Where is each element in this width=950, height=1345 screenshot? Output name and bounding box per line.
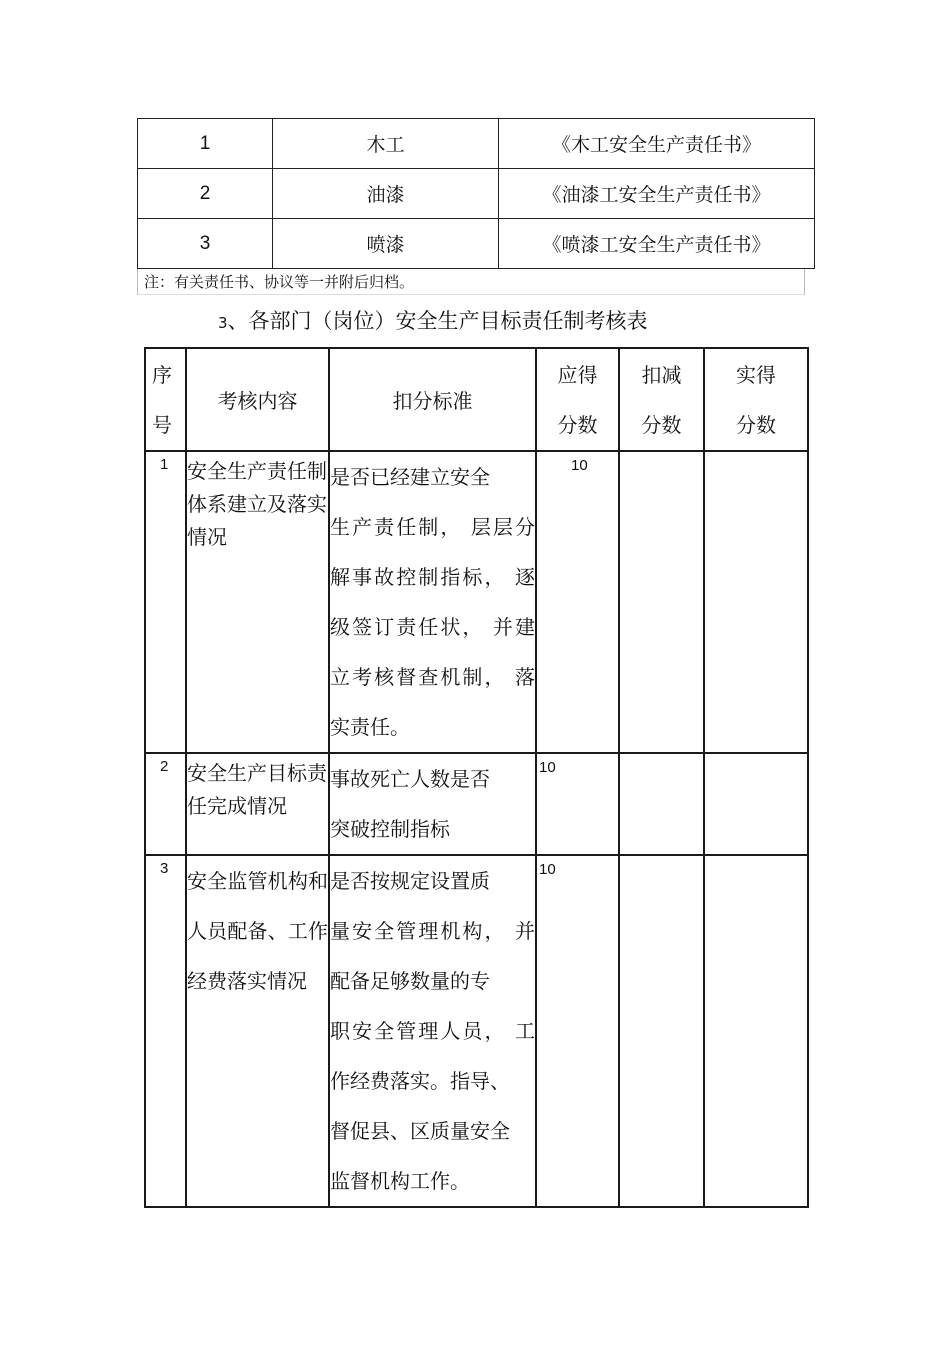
seq-number: 1 bbox=[160, 456, 169, 473]
criteria-line: 是否已经建立安全 bbox=[330, 465, 490, 489]
due-score-cell bbox=[536, 753, 619, 855]
criteria-line: 职安全管理人员， 工 bbox=[330, 1019, 535, 1043]
criteria-line: 生产责任制， 层层分 bbox=[330, 515, 535, 539]
criteria-line: 立考核督查机制， 落 bbox=[330, 665, 535, 689]
criteria-line: 配备足够数量的专 bbox=[330, 969, 490, 993]
criteria-line: 监督机构工作。 bbox=[330, 1169, 470, 1193]
header-deduct-line: 扣减 bbox=[641, 362, 682, 387]
seq-cell bbox=[145, 855, 186, 1207]
header-due-line: 应得 bbox=[557, 362, 598, 387]
criteria-text bbox=[330, 754, 535, 854]
criteria-line: 量安全管理机构， 并 bbox=[330, 919, 535, 943]
table-header-row bbox=[145, 348, 808, 451]
table-row bbox=[145, 753, 808, 855]
content-text: 安全生产目标责任完成情况 bbox=[187, 761, 327, 818]
header-seq bbox=[145, 348, 186, 451]
content-text: 安全监管机构和人员配备、工作经费落实情况 bbox=[187, 869, 328, 993]
role-cell: 喷漆 bbox=[273, 219, 499, 269]
deduct-score-cell bbox=[619, 855, 704, 1207]
criteria-cell bbox=[329, 855, 536, 1207]
section-number: 3 bbox=[218, 314, 228, 332]
criteria-line: 是否按规定设置质 bbox=[330, 869, 490, 893]
header-due bbox=[536, 348, 619, 451]
document-cell: 《木工安全生产责任书》 bbox=[499, 119, 815, 169]
deduct-score-cell bbox=[619, 753, 704, 855]
table-row bbox=[145, 451, 808, 753]
content-cell bbox=[186, 451, 329, 753]
criteria-line: 实责任。 bbox=[330, 715, 410, 739]
criteria-text bbox=[330, 856, 535, 1206]
role-cell: 木工 bbox=[273, 119, 499, 169]
document-cell: 《油漆工安全生产责任书》 bbox=[499, 169, 815, 219]
table-row bbox=[138, 169, 815, 219]
row-number: 1 bbox=[138, 119, 273, 169]
criteria-cell bbox=[329, 451, 536, 753]
seq-cell bbox=[145, 451, 186, 753]
header-due-line: 分数 bbox=[557, 412, 598, 437]
header-actual-line: 分数 bbox=[736, 412, 776, 437]
header-criteria: 扣分标准 bbox=[329, 348, 536, 451]
table-row bbox=[145, 855, 808, 1207]
due-score: 10 bbox=[539, 759, 556, 776]
header-seq-line: 号 bbox=[152, 412, 172, 437]
actual-score-cell bbox=[704, 451, 808, 753]
header-actual-line: 实得 bbox=[736, 362, 776, 387]
document-cell: 《喷漆工安全生产责任书》 bbox=[499, 219, 815, 269]
criteria-line: 督促县、区质量安全 bbox=[330, 1119, 510, 1143]
content-text: 安全生产责任制体系建立及落实情况 bbox=[187, 459, 327, 549]
content-cell bbox=[186, 855, 329, 1207]
table-row bbox=[138, 219, 815, 269]
criteria-text bbox=[330, 452, 535, 752]
due-score: 10 bbox=[539, 861, 556, 878]
section-title-text: 、各部门（岗位）安全生产目标责任制考核表 bbox=[227, 309, 648, 333]
criteria-line: 级签订责任状， 并建 bbox=[330, 615, 535, 639]
header-seq-line: 序 bbox=[152, 362, 172, 387]
header-content: 考核内容 bbox=[186, 348, 329, 451]
header-deduct-line: 分数 bbox=[641, 412, 682, 437]
header-actual bbox=[704, 348, 808, 451]
table-note: 注：有关责任书、协议等一并附后归档。 bbox=[137, 269, 805, 295]
role-cell: 油漆 bbox=[273, 169, 499, 219]
header-deduct bbox=[619, 348, 704, 451]
row-number: 3 bbox=[138, 219, 273, 269]
due-score-cell bbox=[536, 855, 619, 1207]
actual-score-cell bbox=[704, 753, 808, 855]
criteria-line: 解事故控制指标， 逐 bbox=[330, 565, 535, 589]
content-cell bbox=[186, 753, 329, 855]
responsibility-table bbox=[137, 118, 815, 269]
criteria-line: 作经费落实。指导、 bbox=[330, 1069, 510, 1093]
seq-number: 3 bbox=[160, 860, 169, 877]
criteria-line: 事故死亡人数是否 bbox=[330, 767, 490, 791]
due-score-cell bbox=[536, 451, 619, 753]
assessment-table bbox=[144, 347, 809, 1208]
deduct-score-cell bbox=[619, 451, 704, 753]
seq-cell bbox=[145, 753, 186, 855]
actual-score-cell bbox=[704, 855, 808, 1207]
due-score: 10 bbox=[571, 457, 588, 474]
section-title bbox=[218, 306, 648, 338]
criteria-line: 突破控制指标 bbox=[330, 817, 450, 841]
seq-number: 2 bbox=[160, 758, 169, 775]
table-row bbox=[138, 119, 815, 169]
row-number: 2 bbox=[138, 169, 273, 219]
criteria-cell bbox=[329, 753, 536, 855]
